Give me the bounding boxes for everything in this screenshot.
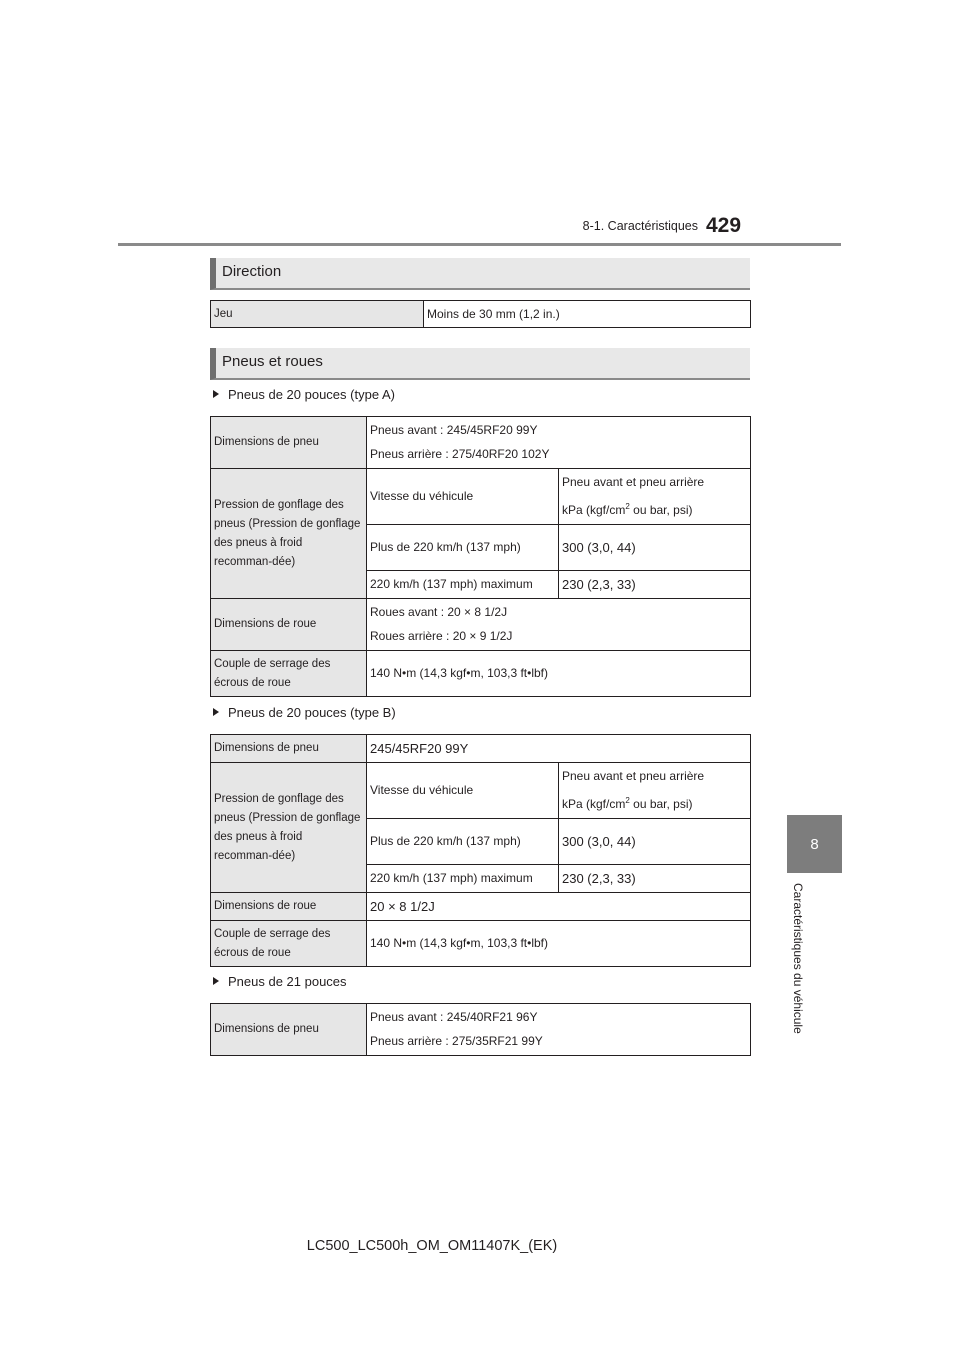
tire-table-type-a xyxy=(210,416,751,697)
speed-high: Plus de 220 km/h (137 mph) xyxy=(367,819,559,865)
table-row xyxy=(211,735,751,763)
speed-high: Plus de 220 km/h (137 mph) xyxy=(367,525,559,571)
tire-size-label: Dimensions de pneu xyxy=(211,417,367,469)
pressure-low: 230 (2,3, 33) xyxy=(559,865,751,893)
speed-low: 220 km/h (137 mph) maximum xyxy=(367,865,559,893)
torque-value: 140 N•m (14,3 kgf•m, 103,3 ft•lbf) xyxy=(367,921,751,967)
table-row xyxy=(211,1004,751,1056)
bullet-type-b: Pneus de 20 pouces (type B) xyxy=(213,705,396,720)
front-rear-header: Pneu avant et pneu arrière kPa ($kgf/cm^2$ ou bar, psi) xyxy=(559,469,751,525)
wheel-size-value: 20 × 8 1/2J xyxy=(367,893,751,921)
tire-table-21-inch xyxy=(210,1003,751,1056)
table-row xyxy=(211,417,751,469)
tire-table-type-b xyxy=(210,734,751,967)
speed-low: 220 km/h (137 mph) maximum xyxy=(367,571,559,599)
pressure-low: 230 (2,3, 33) xyxy=(559,571,751,599)
tire-size-value: Pneus avant : 245/45RF20 99Y Pneus arrière : 275/40RF20 102Y xyxy=(367,417,751,469)
tire-size-label: Dimensions de pneu xyxy=(211,1004,367,1056)
bullet-21-inch: Pneus de 21 pouces xyxy=(213,974,347,989)
direction-label: Jeu xyxy=(211,301,424,328)
pressure-label: Pression de gonflage des pneus (Pression de gonflage des pneus à froid recomman-dée) xyxy=(211,763,367,893)
tire-size-value: 245/45RF20 99Y xyxy=(367,735,751,763)
bullet-triangle-icon xyxy=(213,390,219,398)
table-row xyxy=(211,599,751,651)
torque-label: Couple de serrage des écrous de roue xyxy=(211,651,367,697)
table-row xyxy=(211,893,751,921)
tire-size-value: Pneus avant : 245/40RF21 96Y Pneus arrière : 275/35RF21 99Y xyxy=(367,1004,751,1056)
section-title: 8-1. Caractéristiques xyxy=(582,219,698,233)
speed-label: Vitesse du véhicule xyxy=(367,763,559,819)
wheel-size-value: Roues avant : 20 × 8 1/2J Roues arrière : 20 × 9 1/2J xyxy=(367,599,751,651)
bullet-triangle-icon xyxy=(213,708,219,716)
pressure-high: 300 (3,0, 44) xyxy=(559,819,751,865)
torque-label: Couple de serrage des écrous de roue xyxy=(211,921,367,967)
bullet-triangle-icon xyxy=(213,977,219,985)
tire-size-label: Dimensions de pneu xyxy=(211,735,367,763)
tires-heading: Pneus et roues xyxy=(210,348,750,380)
front-rear-header: Pneu avant et pneu arrière kPa ($kgf/cm^2$ ou bar, psi) xyxy=(559,763,751,819)
pressure-label: Pression de gonflage des pneus (Pression de gonflage des pneus à froid recomman-dée) xyxy=(211,469,367,599)
wheel-size-label: Dimensions de roue xyxy=(211,893,367,921)
page-number: 429 xyxy=(706,214,742,237)
direction-heading: Direction xyxy=(210,258,750,290)
torque-value: 140 N•m (14,3 kgf•m, 103,3 ft•lbf) xyxy=(367,651,751,697)
bullet-type-a: Pneus de 20 pouces (type A) xyxy=(213,387,395,402)
direction-table xyxy=(210,300,751,328)
footer-code: LC500_LC500h_OM_OM11407K_(EK) xyxy=(306,1238,558,1254)
pressure-high: 300 (3,0, 44) xyxy=(559,525,751,571)
direction-value: Moins de 30 mm (1,2 in.) xyxy=(424,301,751,328)
header-rule xyxy=(118,243,841,246)
table-row xyxy=(211,301,751,328)
table-row xyxy=(211,921,751,967)
chapter-side-title: Caractéristiques du véhicule xyxy=(791,883,805,1034)
chapter-tab: 8 xyxy=(787,815,842,873)
table-row xyxy=(211,469,751,525)
speed-label: Vitesse du véhicule xyxy=(367,469,559,525)
wheel-size-label: Dimensions de roue xyxy=(211,599,367,651)
table-row xyxy=(211,763,751,819)
table-row xyxy=(211,651,751,697)
